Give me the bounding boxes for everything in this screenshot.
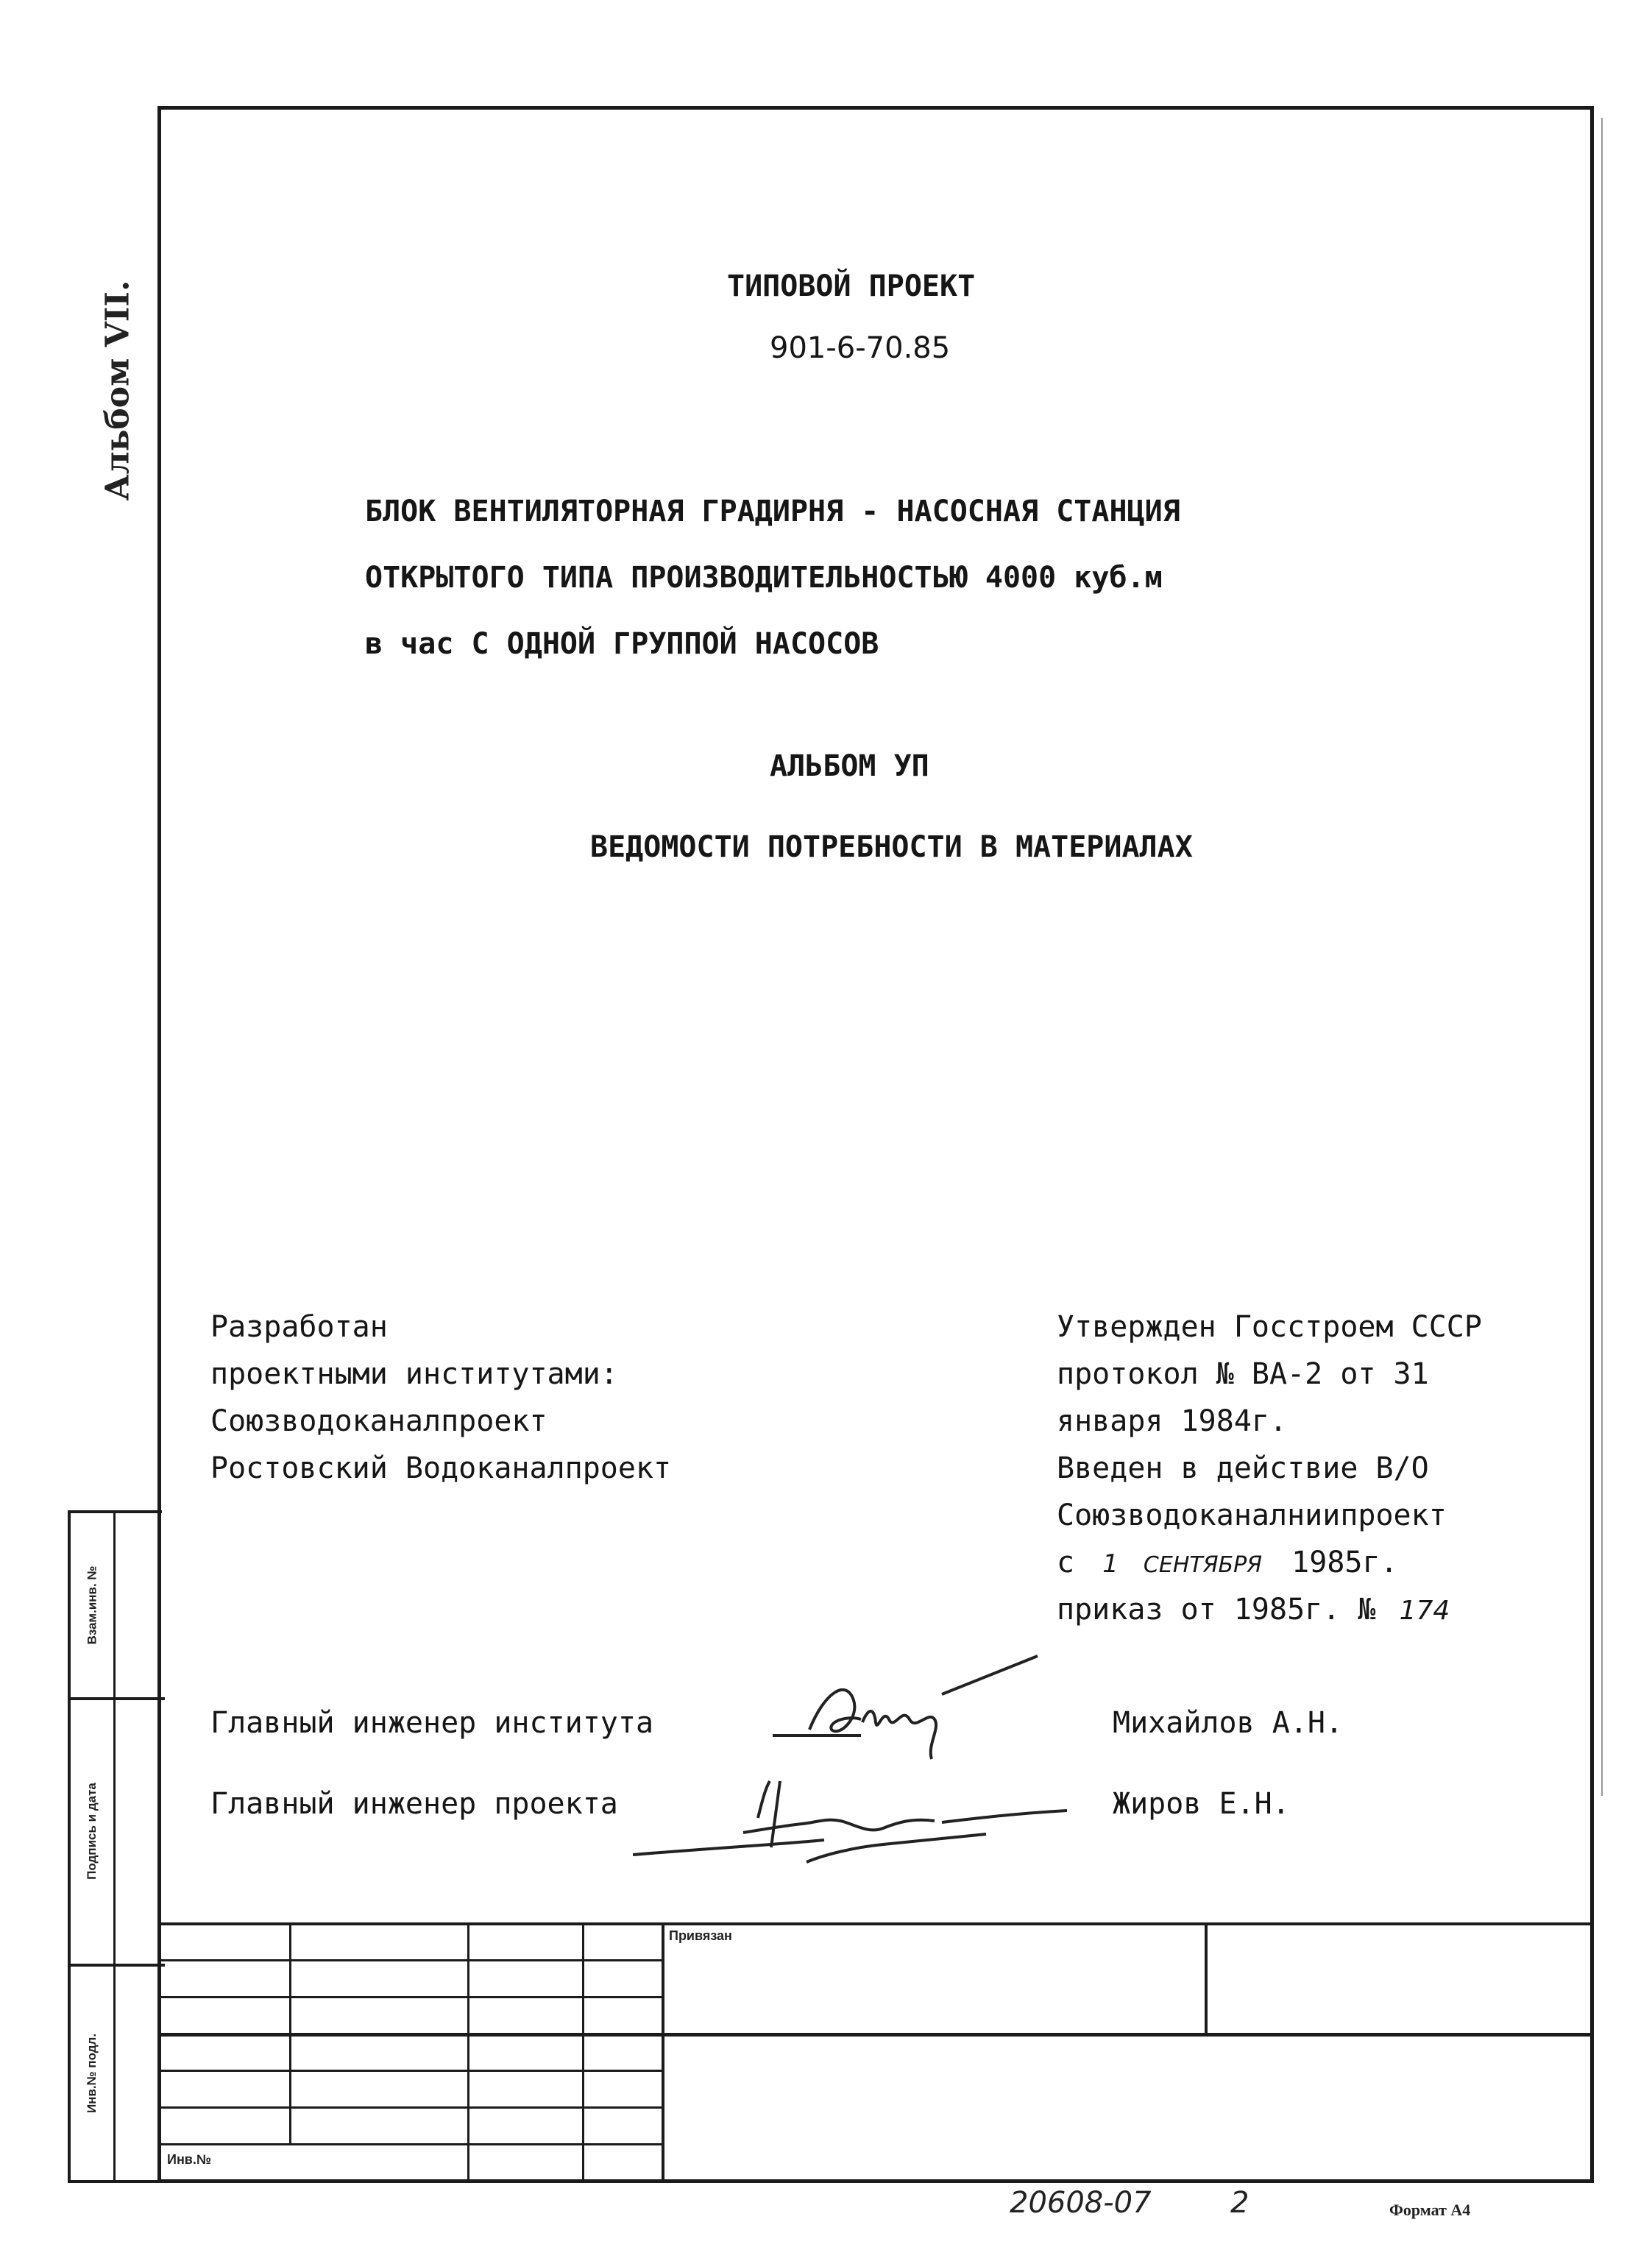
- title-block-line-2: ОТКРЫТОГО ТИПА ПРОИЗВОДИТЕЛЬНОСТЬЮ 4000 куб.м: [365, 561, 1163, 595]
- title-typical-project: ТИПОВОЙ ПРОЕКТ: [727, 269, 976, 303]
- approved-line-3: января 1984г.: [1057, 1404, 1288, 1438]
- tb-col-line-4: [662, 1922, 664, 2180]
- album-number: АЛЬБОМ УП: [770, 749, 929, 783]
- approved-date-year: 1985г.: [1291, 1546, 1398, 1579]
- stamp-label-2-text: Подпись и дата: [85, 1783, 99, 1880]
- footer-format: Формат А4: [1389, 2201, 1471, 2219]
- project-code: 901-6-70.85: [770, 331, 951, 365]
- stamp-label-replace-inv: [71, 1513, 113, 1697]
- stamp-inner-line: [113, 1513, 116, 2180]
- tb-col-line-5: [1205, 1922, 1208, 2033]
- stamp-label-1-text: Взам.инв. №: [85, 1565, 99, 1645]
- side-stamp-column: [68, 1510, 162, 2183]
- developed-line-2: проектными институтами:: [210, 1357, 618, 1391]
- title-block-line-3: в час С ОДНОЙ ГРУППОЙ НАСОСОВ: [365, 627, 879, 661]
- signature-role-1: Главный инженер института: [210, 1706, 654, 1740]
- stamp-label-inv-orig: [71, 1967, 113, 2180]
- album-subject: ВЕДОМОСТИ ПОТРЕБНОСТИ В МАТЕРИАЛАХ: [590, 830, 1193, 864]
- approved-line-7: [1057, 1593, 1450, 1627]
- tb-row-line-2: [161, 1996, 662, 1998]
- tb-row-line-1: [161, 1959, 662, 1961]
- tb-col-line-3: [582, 1922, 584, 2180]
- tb-row-line-5: [161, 2106, 662, 2109]
- developed-line-3: Союзводоканалпроект: [210, 1404, 547, 1438]
- approved-line-6: [1057, 1546, 1398, 1579]
- title-block-line-1: БЛОК ВЕНТИЛЯТОРНАЯ ГРАДИРНЯ - НАСОСНАЯ СТАНЦИЯ: [365, 495, 1180, 528]
- approved-line-2: протокол № ВА-2 от 31: [1057, 1357, 1429, 1391]
- scan-edge-line: [1601, 118, 1603, 1796]
- approved-line-5: Союзводоканалниипроект: [1057, 1499, 1447, 1532]
- title-block: [161, 1922, 1590, 2180]
- approved-date-day: 1: [1102, 1549, 1119, 1579]
- tb-top-border: [161, 1922, 1590, 1925]
- approved-line-4: Введен в действие В/О: [1057, 1451, 1429, 1485]
- signature-role-2: Главный инженер проекта: [210, 1787, 618, 1821]
- album-side-text: Альбом VII.: [99, 280, 137, 500]
- stamp-label-3-text: Инв.№ подл.: [85, 2033, 99, 2114]
- tb-row-line-6: [161, 2143, 662, 2145]
- tb-label-inv: Инв.№: [167, 2152, 211, 2167]
- developed-line-4: Ростовский Водоканалпроект: [210, 1451, 672, 1485]
- approved-date-month: СЕНТЯБРЯ: [1143, 1552, 1263, 1578]
- tb-row-line-4: [161, 2070, 662, 2072]
- tb-col-line-2: [467, 1922, 469, 2180]
- order-number: 174: [1399, 1596, 1450, 1626]
- approved-date-prefix: с: [1057, 1546, 1075, 1579]
- signature-2-image: [633, 1752, 1074, 1884]
- tb-row-line-3: [161, 2033, 1590, 2037]
- signature-name-1: Михайлов А.Н.: [1113, 1706, 1344, 1740]
- tb-col-line-1: [289, 1922, 291, 2143]
- signature-name-2: Жиров Е.Н.: [1113, 1787, 1290, 1821]
- stamp-label-sign-date: [71, 1700, 113, 1962]
- order-prefix: приказ от 1985г. №: [1057, 1593, 1376, 1627]
- developed-line-1: Разработан: [210, 1310, 388, 1344]
- album-side-label: [74, 236, 162, 545]
- tb-label-privyazan: Привязан: [669, 1928, 732, 1943]
- footer-sheet-number: 2: [1230, 2186, 1249, 2220]
- approved-line-1: Утвержден Госстроем СССР: [1057, 1310, 1482, 1344]
- footer-doc-number: 20608-07: [1010, 2186, 1152, 2220]
